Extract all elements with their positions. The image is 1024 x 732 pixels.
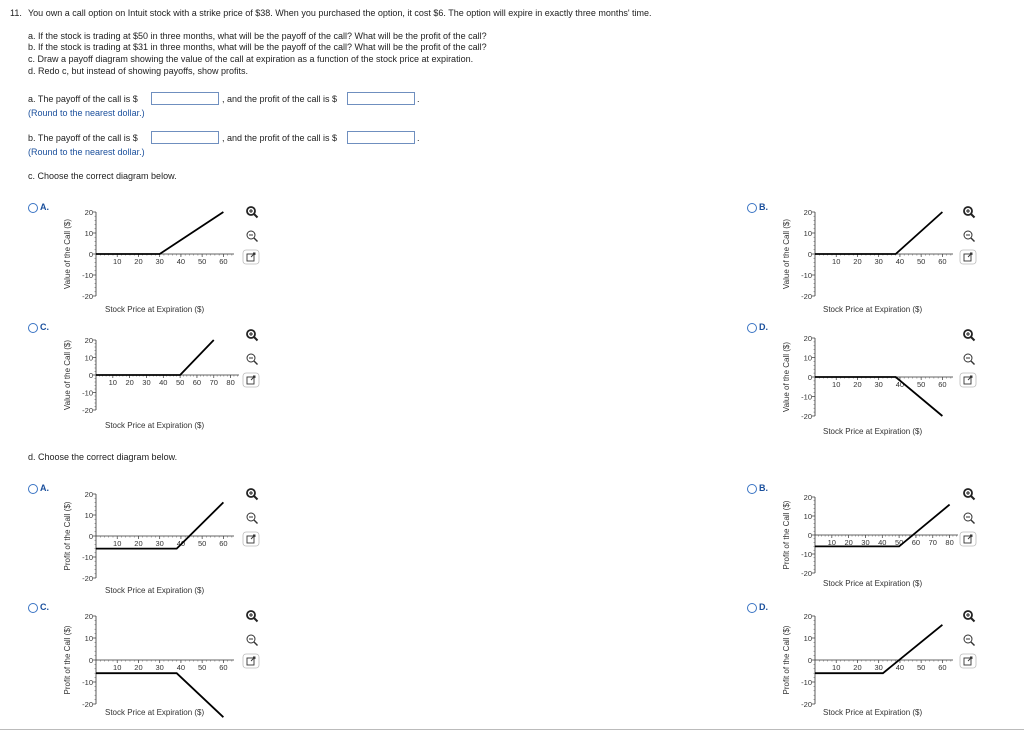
x-tick-label: 40 bbox=[895, 257, 905, 266]
y-tick-label: 0 bbox=[88, 371, 93, 380]
y-tick-label: 10 bbox=[803, 353, 812, 363]
zoom-in-icon[interactable] bbox=[247, 207, 258, 218]
x-tick-label: 30 bbox=[874, 663, 883, 672]
y-tick-label: 10 bbox=[84, 634, 93, 643]
y-tick-label: 20 bbox=[803, 612, 812, 621]
zoom-in-icon[interactable] bbox=[247, 330, 258, 341]
y-tick-label: -20 bbox=[82, 700, 93, 709]
y-tick-label: -10 bbox=[801, 271, 812, 280]
y-axis-label: Profit of the Call ($) bbox=[63, 501, 72, 571]
section-c-prompt: c. Choose the correct diagram below. bbox=[28, 171, 177, 181]
answer-a-end: . bbox=[417, 94, 420, 104]
x-tick-label: 40 bbox=[159, 378, 168, 387]
chart-cA bbox=[63, 208, 234, 314]
x-tick-label: 20 bbox=[134, 257, 143, 266]
x-tick-label: 30 bbox=[155, 257, 164, 266]
popout-icon[interactable] bbox=[960, 654, 976, 668]
x-tick-label: 40 bbox=[895, 663, 905, 672]
question-part-b: b. If the stock is trading at $31 in three months, what will be the payoff of the call? What will be the profit of the call? bbox=[28, 42, 487, 52]
x-tick-label: 60 bbox=[911, 538, 921, 547]
y-tick-label: 20 bbox=[84, 490, 93, 499]
y-tick-label: -10 bbox=[82, 271, 93, 280]
y-tick-label: -10 bbox=[82, 678, 93, 687]
y-tick-label: 0 bbox=[807, 373, 812, 382]
option-c-label: A. bbox=[40, 202, 49, 212]
chart-cC bbox=[63, 336, 239, 430]
x-tick-label: 40 bbox=[895, 380, 905, 389]
x-tick-label: 60 bbox=[938, 257, 947, 266]
x-tick-label: 50 bbox=[916, 663, 926, 672]
y-axis-label: Value of the Call ($) bbox=[782, 218, 791, 290]
x-tick-label: 10 bbox=[832, 663, 841, 672]
chart-cD bbox=[782, 334, 953, 436]
x-axis-label: Stock Price at Expiration ($) bbox=[823, 305, 923, 314]
y-tick-label: -20 bbox=[801, 569, 812, 578]
x-axis-label: Stock Price at Expiration ($) bbox=[105, 305, 205, 314]
y-tick-label: 20 bbox=[84, 336, 93, 345]
zoom-out-icon[interactable] bbox=[247, 635, 258, 646]
option-d-label: B. bbox=[759, 483, 768, 493]
answer-a-note: (Round to the nearest dollar.) bbox=[28, 108, 145, 118]
zoom-in-icon[interactable] bbox=[964, 611, 975, 622]
y-axis-label: Value of the Call ($) bbox=[63, 218, 72, 290]
question-text: You own a call option on Intuit stock with a strike price of $38. When you purchased the option, it cost $6. The option will expire in exactly three months' time. bbox=[28, 8, 652, 18]
x-tick-label: 80 bbox=[226, 378, 235, 387]
answer-b-end: . bbox=[417, 133, 420, 143]
question-part-d: d. Redo c, but instead of showing payoffs, show profits. bbox=[28, 66, 248, 76]
x-tick-label: 20 bbox=[853, 257, 862, 266]
y-axis-label: Profit of the Call ($) bbox=[63, 625, 72, 695]
y-tick-label: -20 bbox=[82, 574, 93, 583]
x-tick-label: 20 bbox=[134, 539, 143, 548]
y-tick-label: -10 bbox=[82, 388, 93, 398]
answer-a-mid: , and the profit of the call is $ bbox=[222, 94, 338, 104]
x-tick-label: 40 bbox=[176, 663, 186, 672]
x-tick-label: 50 bbox=[916, 257, 926, 266]
popout-icon[interactable] bbox=[960, 532, 976, 546]
y-tick-label: 20 bbox=[803, 208, 812, 217]
x-tick-label: 20 bbox=[844, 538, 853, 547]
zoom-out-icon[interactable] bbox=[247, 513, 258, 524]
y-tick-label: 0 bbox=[807, 250, 812, 259]
popout-icon[interactable] bbox=[243, 373, 259, 387]
zoom-in-icon[interactable] bbox=[964, 330, 975, 341]
x-tick-label: 20 bbox=[853, 663, 862, 672]
x-tick-label: 50 bbox=[197, 539, 207, 548]
question-number: 11. bbox=[10, 8, 22, 18]
x-tick-label: 40 bbox=[176, 539, 186, 548]
zoom-out-icon[interactable] bbox=[964, 635, 975, 646]
x-tick-label: 70 bbox=[928, 538, 937, 547]
x-tick-label: 50 bbox=[916, 380, 926, 389]
x-tick-label: 70 bbox=[209, 378, 218, 387]
bottom-divider bbox=[0, 729, 1024, 730]
x-tick-label: 20 bbox=[134, 663, 143, 672]
zoom-out-icon[interactable] bbox=[964, 513, 975, 524]
x-tick-label: 10 bbox=[113, 257, 122, 266]
y-tick-label: -10 bbox=[801, 392, 812, 402]
zoom-in-icon[interactable] bbox=[964, 207, 975, 218]
y-tick-label: 0 bbox=[807, 531, 812, 540]
popout-icon[interactable] bbox=[243, 250, 259, 264]
x-tick-label: 30 bbox=[142, 378, 151, 387]
y-tick-label: 20 bbox=[84, 612, 93, 621]
y-tick-label: 10 bbox=[84, 353, 93, 363]
x-tick-label: 50 bbox=[894, 538, 904, 547]
x-tick-label: 60 bbox=[938, 380, 947, 389]
x-tick-label: 60 bbox=[219, 539, 228, 548]
y-tick-label: -20 bbox=[801, 700, 812, 709]
zoom-out-icon[interactable] bbox=[964, 231, 975, 242]
chart-dA bbox=[63, 490, 234, 595]
y-tick-label: -10 bbox=[801, 678, 812, 687]
series-line bbox=[96, 212, 223, 254]
chart-dD bbox=[782, 612, 953, 717]
answer-b-lead: b. The payoff of the call is $ bbox=[28, 133, 138, 143]
y-tick-label: 0 bbox=[88, 532, 93, 541]
question-part-c: c. Draw a payoff diagram showing the value of the call at expiration as a function of the stock price at expiration. bbox=[28, 54, 474, 64]
option-c-label: B. bbox=[759, 202, 768, 212]
y-tick-label: 0 bbox=[88, 250, 93, 259]
answer-a-lead: a. The payoff of the call is $ bbox=[28, 94, 138, 104]
option-d-label: A. bbox=[40, 483, 49, 493]
y-axis-label: Value of the Call ($) bbox=[782, 341, 791, 413]
y-tick-label: 10 bbox=[803, 634, 812, 643]
x-tick-label: 10 bbox=[108, 378, 117, 387]
y-tick-label: 0 bbox=[807, 656, 812, 665]
question-part-a: a. If the stock is trading at $50 in three months, what will be the payoff of the call? What will be the profit of the call? bbox=[28, 31, 487, 41]
option-c-label: C. bbox=[40, 322, 49, 332]
y-tick-label: 10 bbox=[803, 512, 812, 521]
x-tick-label: 30 bbox=[155, 663, 164, 672]
x-tick-label: 20 bbox=[125, 378, 134, 387]
x-tick-label: 80 bbox=[945, 538, 954, 547]
x-tick-label: 50 bbox=[197, 663, 207, 672]
zoom-in-icon[interactable] bbox=[247, 611, 258, 622]
x-tick-label: 20 bbox=[853, 380, 862, 389]
y-tick-label: 10 bbox=[84, 229, 93, 238]
y-tick-label: -20 bbox=[801, 292, 812, 301]
x-tick-label: 30 bbox=[155, 539, 164, 548]
y-tick-label: -10 bbox=[82, 553, 93, 562]
y-tick-label: -10 bbox=[801, 550, 812, 559]
zoom-out-icon[interactable] bbox=[964, 354, 975, 365]
y-tick-label: -20 bbox=[82, 406, 93, 415]
answer-b-note: (Round to the nearest dollar.) bbox=[28, 147, 145, 157]
chart-dB bbox=[782, 493, 958, 588]
series-line bbox=[96, 340, 214, 375]
x-axis-label: Stock Price at Expiration ($) bbox=[105, 586, 205, 595]
y-tick-label: -20 bbox=[82, 292, 93, 301]
popout-icon[interactable] bbox=[243, 654, 259, 668]
x-tick-label: 30 bbox=[874, 380, 883, 389]
y-tick-label: 20 bbox=[803, 493, 812, 502]
x-tick-label: 60 bbox=[219, 663, 228, 672]
y-tick-label: -20 bbox=[801, 412, 812, 421]
x-tick-label: 60 bbox=[219, 257, 228, 266]
x-tick-label: 30 bbox=[874, 257, 883, 266]
y-tick-label: 0 bbox=[88, 656, 93, 665]
y-tick-label: 10 bbox=[84, 511, 93, 520]
section-d-prompt: d. Choose the correct diagram below. bbox=[28, 452, 178, 462]
zoom-out-icon[interactable] bbox=[247, 354, 258, 365]
x-axis-label: Stock Price at Expiration ($) bbox=[105, 421, 205, 430]
zoom-out-icon[interactable] bbox=[247, 231, 258, 242]
y-axis-label: Profit of the Call ($) bbox=[782, 500, 791, 570]
option-d-label: C. bbox=[40, 602, 49, 612]
x-tick-label: 10 bbox=[832, 257, 841, 266]
zoom-in-icon[interactable] bbox=[964, 489, 975, 500]
x-axis-label: Stock Price at Expiration ($) bbox=[823, 427, 923, 436]
chart-cB bbox=[782, 208, 953, 314]
x-tick-label: 30 bbox=[861, 538, 870, 547]
x-tick-label: 10 bbox=[827, 538, 836, 547]
x-tick-label: 40 bbox=[878, 538, 887, 547]
x-axis-label: Stock Price at Expiration ($) bbox=[105, 708, 205, 717]
answer-b-mid: , and the profit of the call is $ bbox=[222, 133, 338, 143]
y-tick-label: 20 bbox=[803, 334, 812, 343]
y-tick-label: 10 bbox=[803, 229, 812, 238]
option-d-label: D. bbox=[759, 602, 768, 612]
x-tick-label: 50 bbox=[175, 378, 185, 387]
x-tick-label: 10 bbox=[113, 663, 122, 672]
popout-icon[interactable] bbox=[960, 373, 976, 387]
chart-dC bbox=[63, 612, 234, 717]
y-axis-label: Profit of the Call ($) bbox=[782, 625, 791, 695]
popout-icon[interactable] bbox=[960, 250, 976, 264]
y-tick-label: 20 bbox=[84, 208, 93, 217]
x-tick-label: 10 bbox=[832, 380, 841, 389]
x-tick-label: 10 bbox=[113, 539, 122, 548]
x-tick-label: 50 bbox=[197, 257, 207, 266]
x-axis-label: Stock Price at Expiration ($) bbox=[823, 708, 923, 717]
series-line bbox=[815, 212, 942, 254]
x-tick-label: 60 bbox=[938, 663, 947, 672]
popout-icon[interactable] bbox=[243, 532, 259, 546]
x-tick-label: 60 bbox=[192, 378, 202, 387]
x-tick-label: 40 bbox=[176, 257, 186, 266]
y-axis-label: Value of the Call ($) bbox=[63, 339, 72, 411]
zoom-in-icon[interactable] bbox=[247, 489, 258, 500]
option-c-label: D. bbox=[759, 322, 768, 332]
x-axis-label: Stock Price at Expiration ($) bbox=[823, 579, 923, 588]
